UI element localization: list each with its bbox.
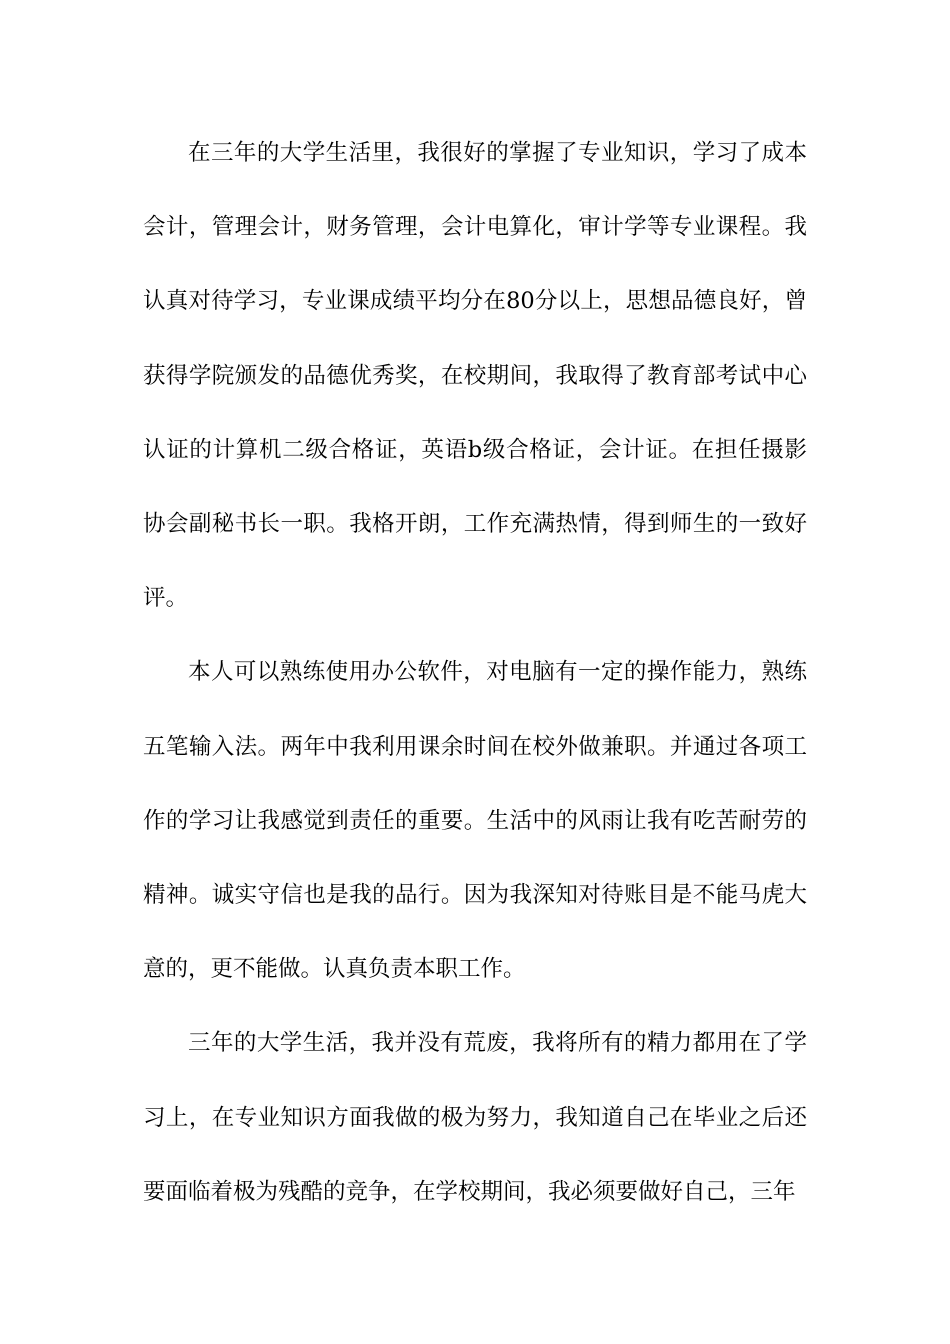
- paragraph-university-life: 三年的大学生活，我并没有荒废，我将所有的精力都用在了学习上，在专业知识方面我做的极为努力，我知道自己在毕业之后还要面临着极为残酷的竞争，在学校期间，我必须要做好自己，三年: [143, 1030, 807, 1205]
- document-body: [143, 116, 807, 1229]
- paragraph-academic-achievements: 在三年的大学生活里，我很好的掌握了专业知识，学习了成本会计，管理会计，财务管理，会计电算化，审计学等专业课程。我认真对待学习，专业课成绩平均分在80分以上，思想品德良好，曾获得学院颁发的品德优秀奖，在校期间，我取得了教育部考试中心认证的计算机二级合格证，英语b级合格证，会计证。在担任摄影协会副秘书长一职。我格开朗，工作充满热情，得到师生的一致好评。: [143, 140, 807, 612]
- paragraph-skills-and-work: 本人可以熟练使用办公软件，对电脑有一定的操作能力，熟练五笔输入法。两年中我利用课余时间在校外做兼职。并通过各项工作的学习让我感觉到责任的重要。生活中的风雨让我有吃苦耐劳的精神。诚实守信也是我的品行。因为我深知对待账目是不能马虎大意的，更不能做。认真负责本职工作。: [143, 659, 807, 983]
